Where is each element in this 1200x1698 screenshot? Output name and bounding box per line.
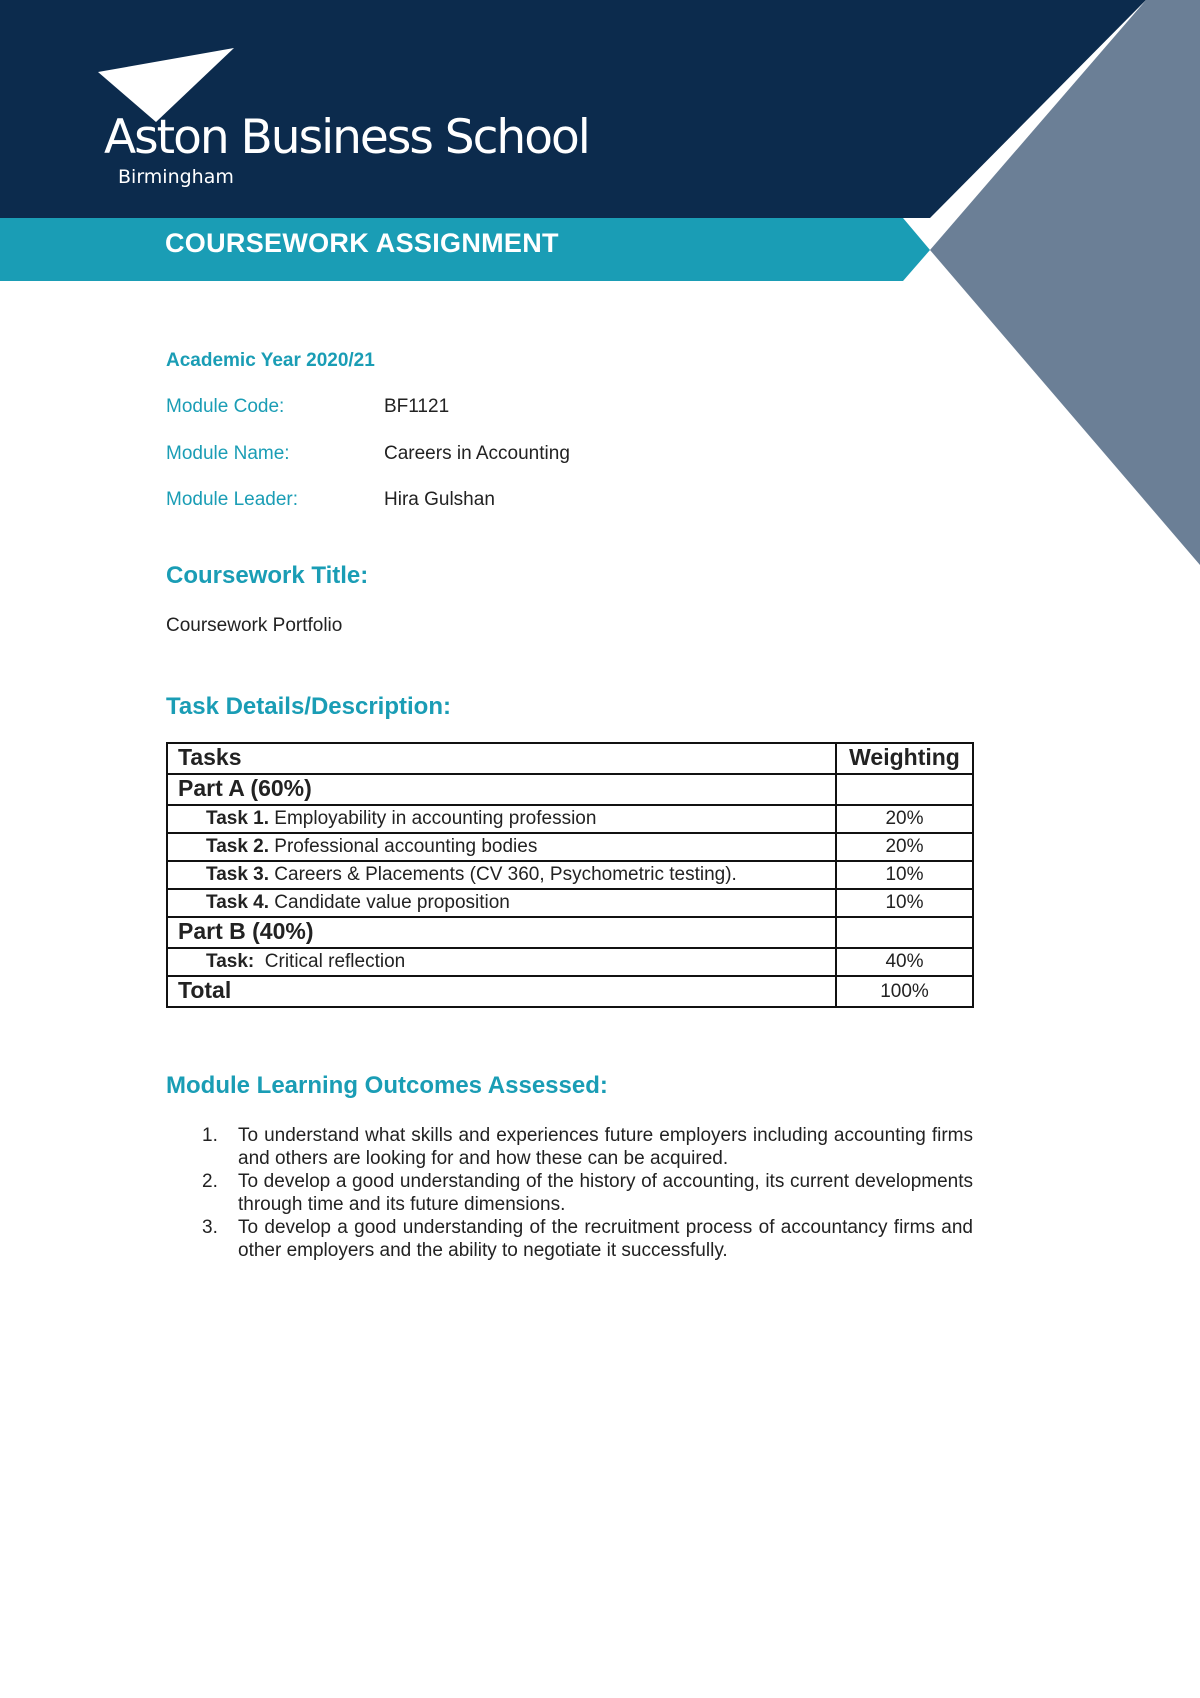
task-1-text: Employability in accounting profession: [269, 808, 597, 829]
part-b-weight: [836, 917, 973, 948]
school-name: Aston Business School: [104, 110, 589, 165]
list-item: [166, 1170, 973, 1216]
list-item: [166, 1216, 973, 1262]
task-2-weight: 20%: [836, 833, 973, 861]
coursework-title-value: Coursework Portfolio: [166, 615, 343, 636]
header-tasks: Tasks: [167, 743, 836, 774]
part-b-label: Part B (40%): [167, 917, 836, 948]
task-2-label: Task 2.: [206, 836, 270, 857]
part-a-weight: [836, 774, 973, 805]
school-city: Birmingham: [118, 166, 234, 188]
task-2-text: Professional accounting bodies: [269, 836, 538, 857]
banner-title: COURSEWORK ASSIGNMENT: [165, 228, 559, 258]
module-code-value: BF1121: [384, 396, 450, 417]
table-row: [167, 948, 973, 976]
task-details-heading: Task Details/Description:: [166, 693, 451, 720]
outcome-3-text: To develop a good understanding of the recruitment process of accountancy firms and other employers and the ability to negotiate it successfully.: [238, 1217, 973, 1261]
module-name-label: Module Name:: [166, 443, 290, 464]
table-row: [167, 861, 973, 889]
outcome-2-number: 2.: [202, 1171, 218, 1192]
part-b-row: [167, 917, 973, 948]
module-code-label: Module Code:: [166, 396, 285, 417]
outcome-3-number: 3.: [202, 1217, 218, 1238]
task-table: [166, 742, 974, 1008]
task-4-label: Task 4.: [206, 892, 270, 913]
academic-year: Academic Year 2020/21: [166, 350, 375, 371]
table-row: [167, 805, 973, 833]
coursework-title-heading: Coursework Title:: [166, 562, 369, 589]
task-2-cell: [167, 833, 836, 861]
table-row: [167, 833, 973, 861]
task-b-text: Critical reflection: [254, 951, 406, 972]
module-name-value: Careers in Accounting: [384, 443, 570, 464]
task-3-label: Task 3.: [206, 864, 270, 885]
module-leader-label: Module Leader:: [166, 489, 299, 510]
part-a-label: Part A (60%): [167, 774, 836, 805]
total-value: 100%: [836, 976, 973, 1007]
task-1-weight: 20%: [836, 805, 973, 833]
learning-outcomes-list: [166, 1124, 973, 1262]
outcome-2-text: To develop a good understanding of the history of accounting, its current developments through time and its future dimensions.: [238, 1171, 973, 1215]
task-3-text: Careers & Placements (CV 360, Psychometric testing).: [269, 864, 737, 885]
task-b-label: Task:: [206, 951, 255, 972]
task-1-label: Task 1.: [206, 808, 270, 829]
outcome-1-text: To understand what skills and experiences future employers including accounting firms and others are looking for and how these can be acquired.: [238, 1125, 973, 1169]
outcome-1-number: 1.: [202, 1125, 218, 1146]
task-3-weight: 10%: [836, 861, 973, 889]
task-4-weight: 10%: [836, 889, 973, 917]
table-row: [167, 889, 973, 917]
part-a-row: [167, 774, 973, 805]
task-4-cell: [167, 889, 836, 917]
module-leader-value: Hira Gulshan: [384, 489, 495, 510]
task-b-cell: [167, 948, 836, 976]
total-label: Total: [167, 976, 836, 1007]
task-1-cell: [167, 805, 836, 833]
task-4-text: Candidate value proposition: [269, 892, 510, 913]
list-item: [166, 1124, 973, 1170]
school-logo: [104, 112, 589, 188]
header-weighting: Weighting: [836, 743, 973, 774]
learning-outcomes-heading: Module Learning Outcomes Assessed:: [166, 1072, 608, 1099]
header-graphic: [0, 0, 1200, 570]
table-header-row: [167, 743, 973, 774]
total-row: [167, 976, 973, 1007]
task-3-cell: [167, 861, 836, 889]
task-b-weight: 40%: [836, 948, 973, 976]
